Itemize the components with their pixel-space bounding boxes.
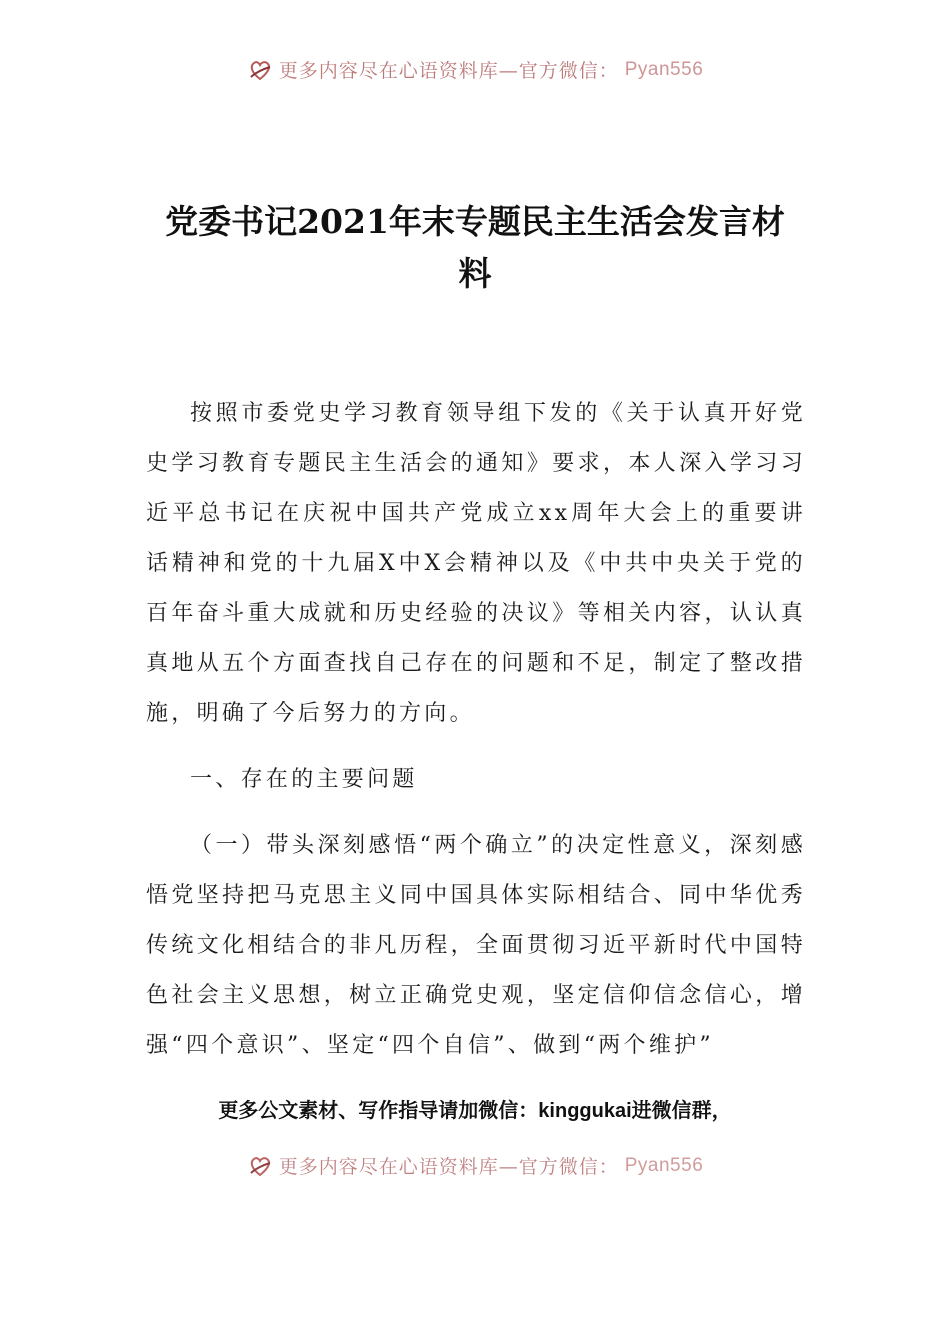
section-heading: 一、存在的主要问题: [190, 767, 418, 792]
watermark-text: 更多内容尽在心语资料库—官方微信：: [278, 1156, 619, 1178]
heart-swirl-logo-icon: [247, 1153, 273, 1179]
watermark-bottom: [0, 1152, 950, 1179]
watermark-wechat-id: Pyan556: [624, 58, 704, 80]
subsection-paragraph: （一）带头深刻感悟“两个确立”的决定性意义，深刻感悟党坚持把马克思主义同中国具体实际相结合、同中华优秀传统文化相结合的非凡历程，全面贯彻习近平新时代中国特色社会主义思想，树立正确党史观，坚定信仰信念信心，增强“四个意识”、坚定“四个自信”、做到“两个维护”: [146, 833, 806, 1058]
heart-swirl-logo-icon: [247, 57, 273, 83]
page-title: [120, 196, 830, 300]
watermark-text: 更多内容尽在心语资料库—官方微信：: [278, 60, 619, 82]
document-body: [146, 389, 806, 1071]
intro-paragraph: 按照市委党史学习教育领导组下发的《关于认真开好党史学习教育专题民主生活会的通知》要求，本人深入学习习近平总书记在庆祝中国共产党成立xx周年大会上的重要讲话精神和党的十九届X中X会精神以及《中共中央关于党的百年奋斗重大成就和历史经验的决议》等相关内容，认认真真地从五个方面查找自己存在的问题和不足，制定了整改措施，明确了今后努力的方向。: [146, 401, 806, 726]
watermark-wechat-id: Pyan556: [624, 1154, 704, 1176]
title-line-1: 党委书记2021年末专题民主生活会发言材: [165, 202, 785, 241]
watermark-top: [0, 56, 950, 83]
title-line-2: 料: [458, 254, 492, 293]
promo-banner: 更多公文素材、写作指导请加微信：kinggukai进微信群，: [218, 1100, 732, 1122]
